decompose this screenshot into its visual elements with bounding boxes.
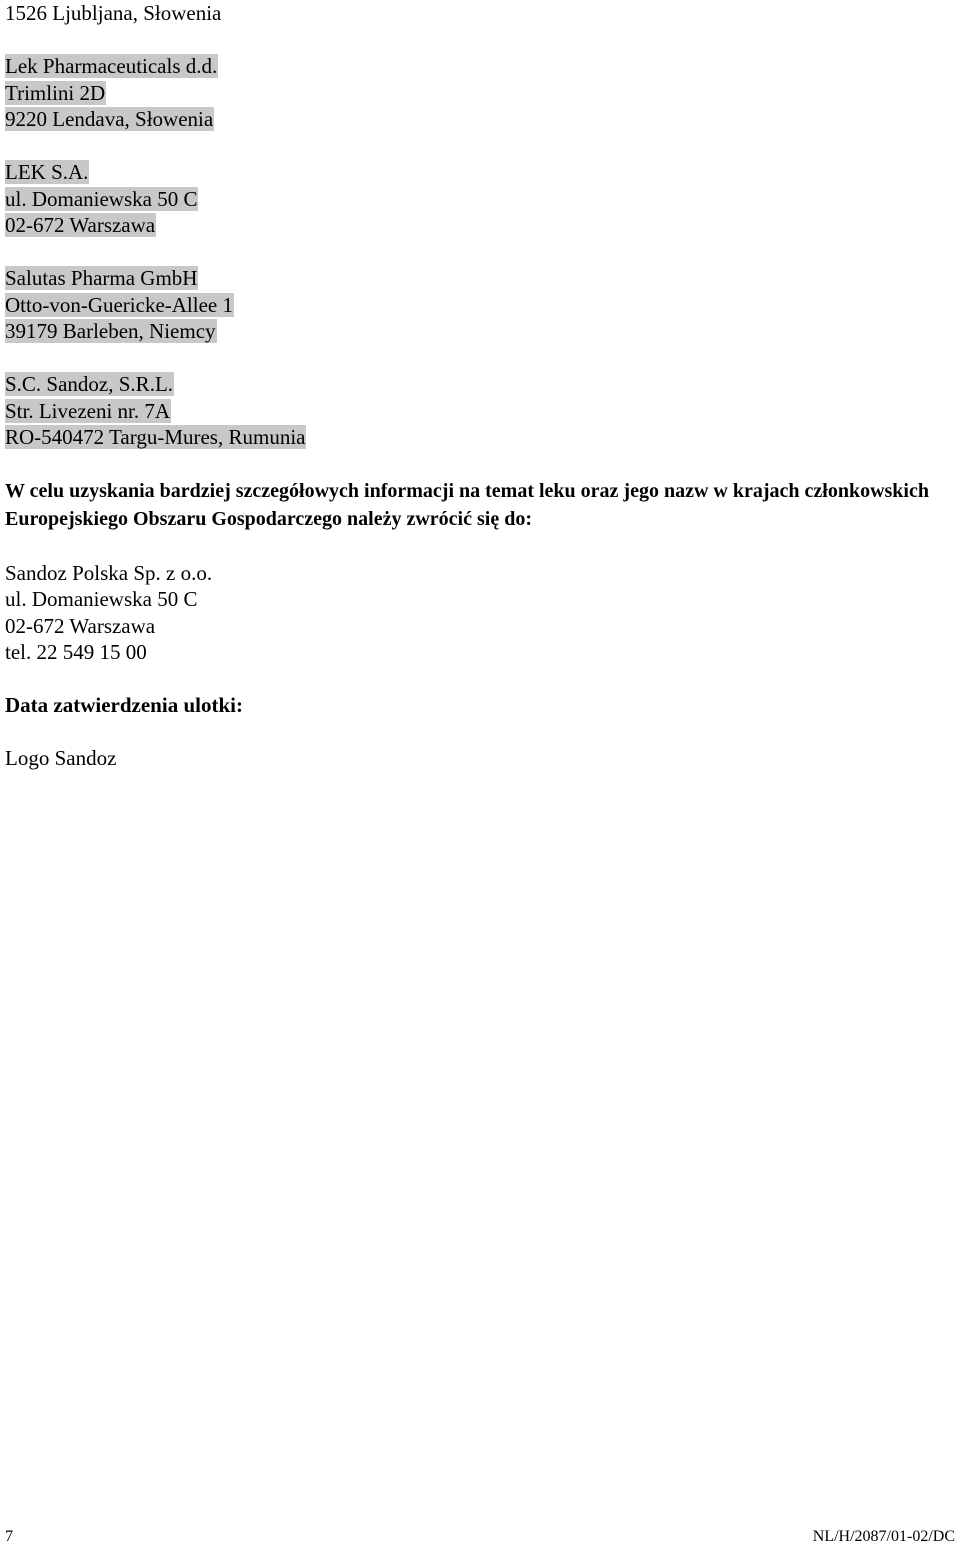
highlighted-text: ul. Domaniewska 50 C xyxy=(5,186,198,211)
highlighted-text: Otto-von-Guericke-Allee 1 xyxy=(5,292,233,317)
spacer xyxy=(5,451,955,478)
address-block-salutas-pharma xyxy=(5,265,955,345)
highlighted-text: RO-540472 Targu-Mures, Rumunia xyxy=(5,425,306,449)
highlighted-text: 02-672 Warszawa xyxy=(5,213,156,237)
spacer xyxy=(5,27,955,54)
address-line xyxy=(5,371,955,398)
spacer xyxy=(5,133,955,160)
contact-phone: tel. 22 549 15 00 xyxy=(5,640,147,664)
highlighted-text: Trimlini 2D xyxy=(5,80,106,105)
page-number: 7 xyxy=(5,1528,13,1545)
address-line xyxy=(5,53,955,80)
address-block-lek-pharmaceuticals xyxy=(5,53,955,133)
address-line xyxy=(5,318,955,345)
top-line-text: 1526 Ljubljana, Słowenia xyxy=(5,1,222,25)
info-paragraph: W celu uzyskania bardziej szczegółowych informacji na temat leku oraz jego nazw w krajach członkowskich Europejskiego Obszaru Gospodarczego należy zwrócić się do: xyxy=(5,480,929,530)
address-line xyxy=(5,265,955,292)
address-line xyxy=(5,424,955,451)
address-line xyxy=(5,159,955,186)
address-line xyxy=(5,106,955,133)
address-block-lek-sa xyxy=(5,159,955,239)
document-code: NL/H/2087/01-02/DC xyxy=(812,1528,955,1545)
highlighted-text: Str. Livezeni nr. 7A xyxy=(5,398,171,423)
spacer xyxy=(5,719,955,746)
contact-block xyxy=(5,560,955,666)
address-line xyxy=(5,80,955,107)
address-line xyxy=(5,212,955,239)
contact-line: ul. Domaniewska 50 C xyxy=(5,587,198,611)
spacer xyxy=(5,533,955,560)
highlighted-text: Lek Pharmaceuticals d.d. xyxy=(5,54,218,78)
address-line xyxy=(5,292,955,319)
highlighted-text: 9220 Lendava, Słowenia xyxy=(5,107,214,131)
approval-date-heading: Data zatwierdzenia ulotki: xyxy=(5,693,243,717)
highlighted-text: 39179 Barleben, Niemcy xyxy=(5,319,216,343)
spacer xyxy=(5,345,955,372)
contact-line: 02-672 Warszawa xyxy=(5,613,156,638)
address-line xyxy=(5,398,955,425)
spacer xyxy=(5,239,955,266)
address-block-sandoz-srl xyxy=(5,371,955,451)
address-line xyxy=(5,186,955,213)
spacer xyxy=(5,666,955,693)
contact-line: Sandoz Polska Sp. z o.o. xyxy=(5,560,213,585)
highlighted-text: S.C. Sandoz, S.R.L. xyxy=(5,372,174,396)
logo-placeholder-text: Logo Sandoz xyxy=(5,746,117,770)
address-line xyxy=(5,0,955,27)
highlighted-text: LEK S.A. xyxy=(5,160,89,184)
document-page xyxy=(5,0,955,772)
highlighted-text: Salutas Pharma GmbH xyxy=(5,266,198,290)
